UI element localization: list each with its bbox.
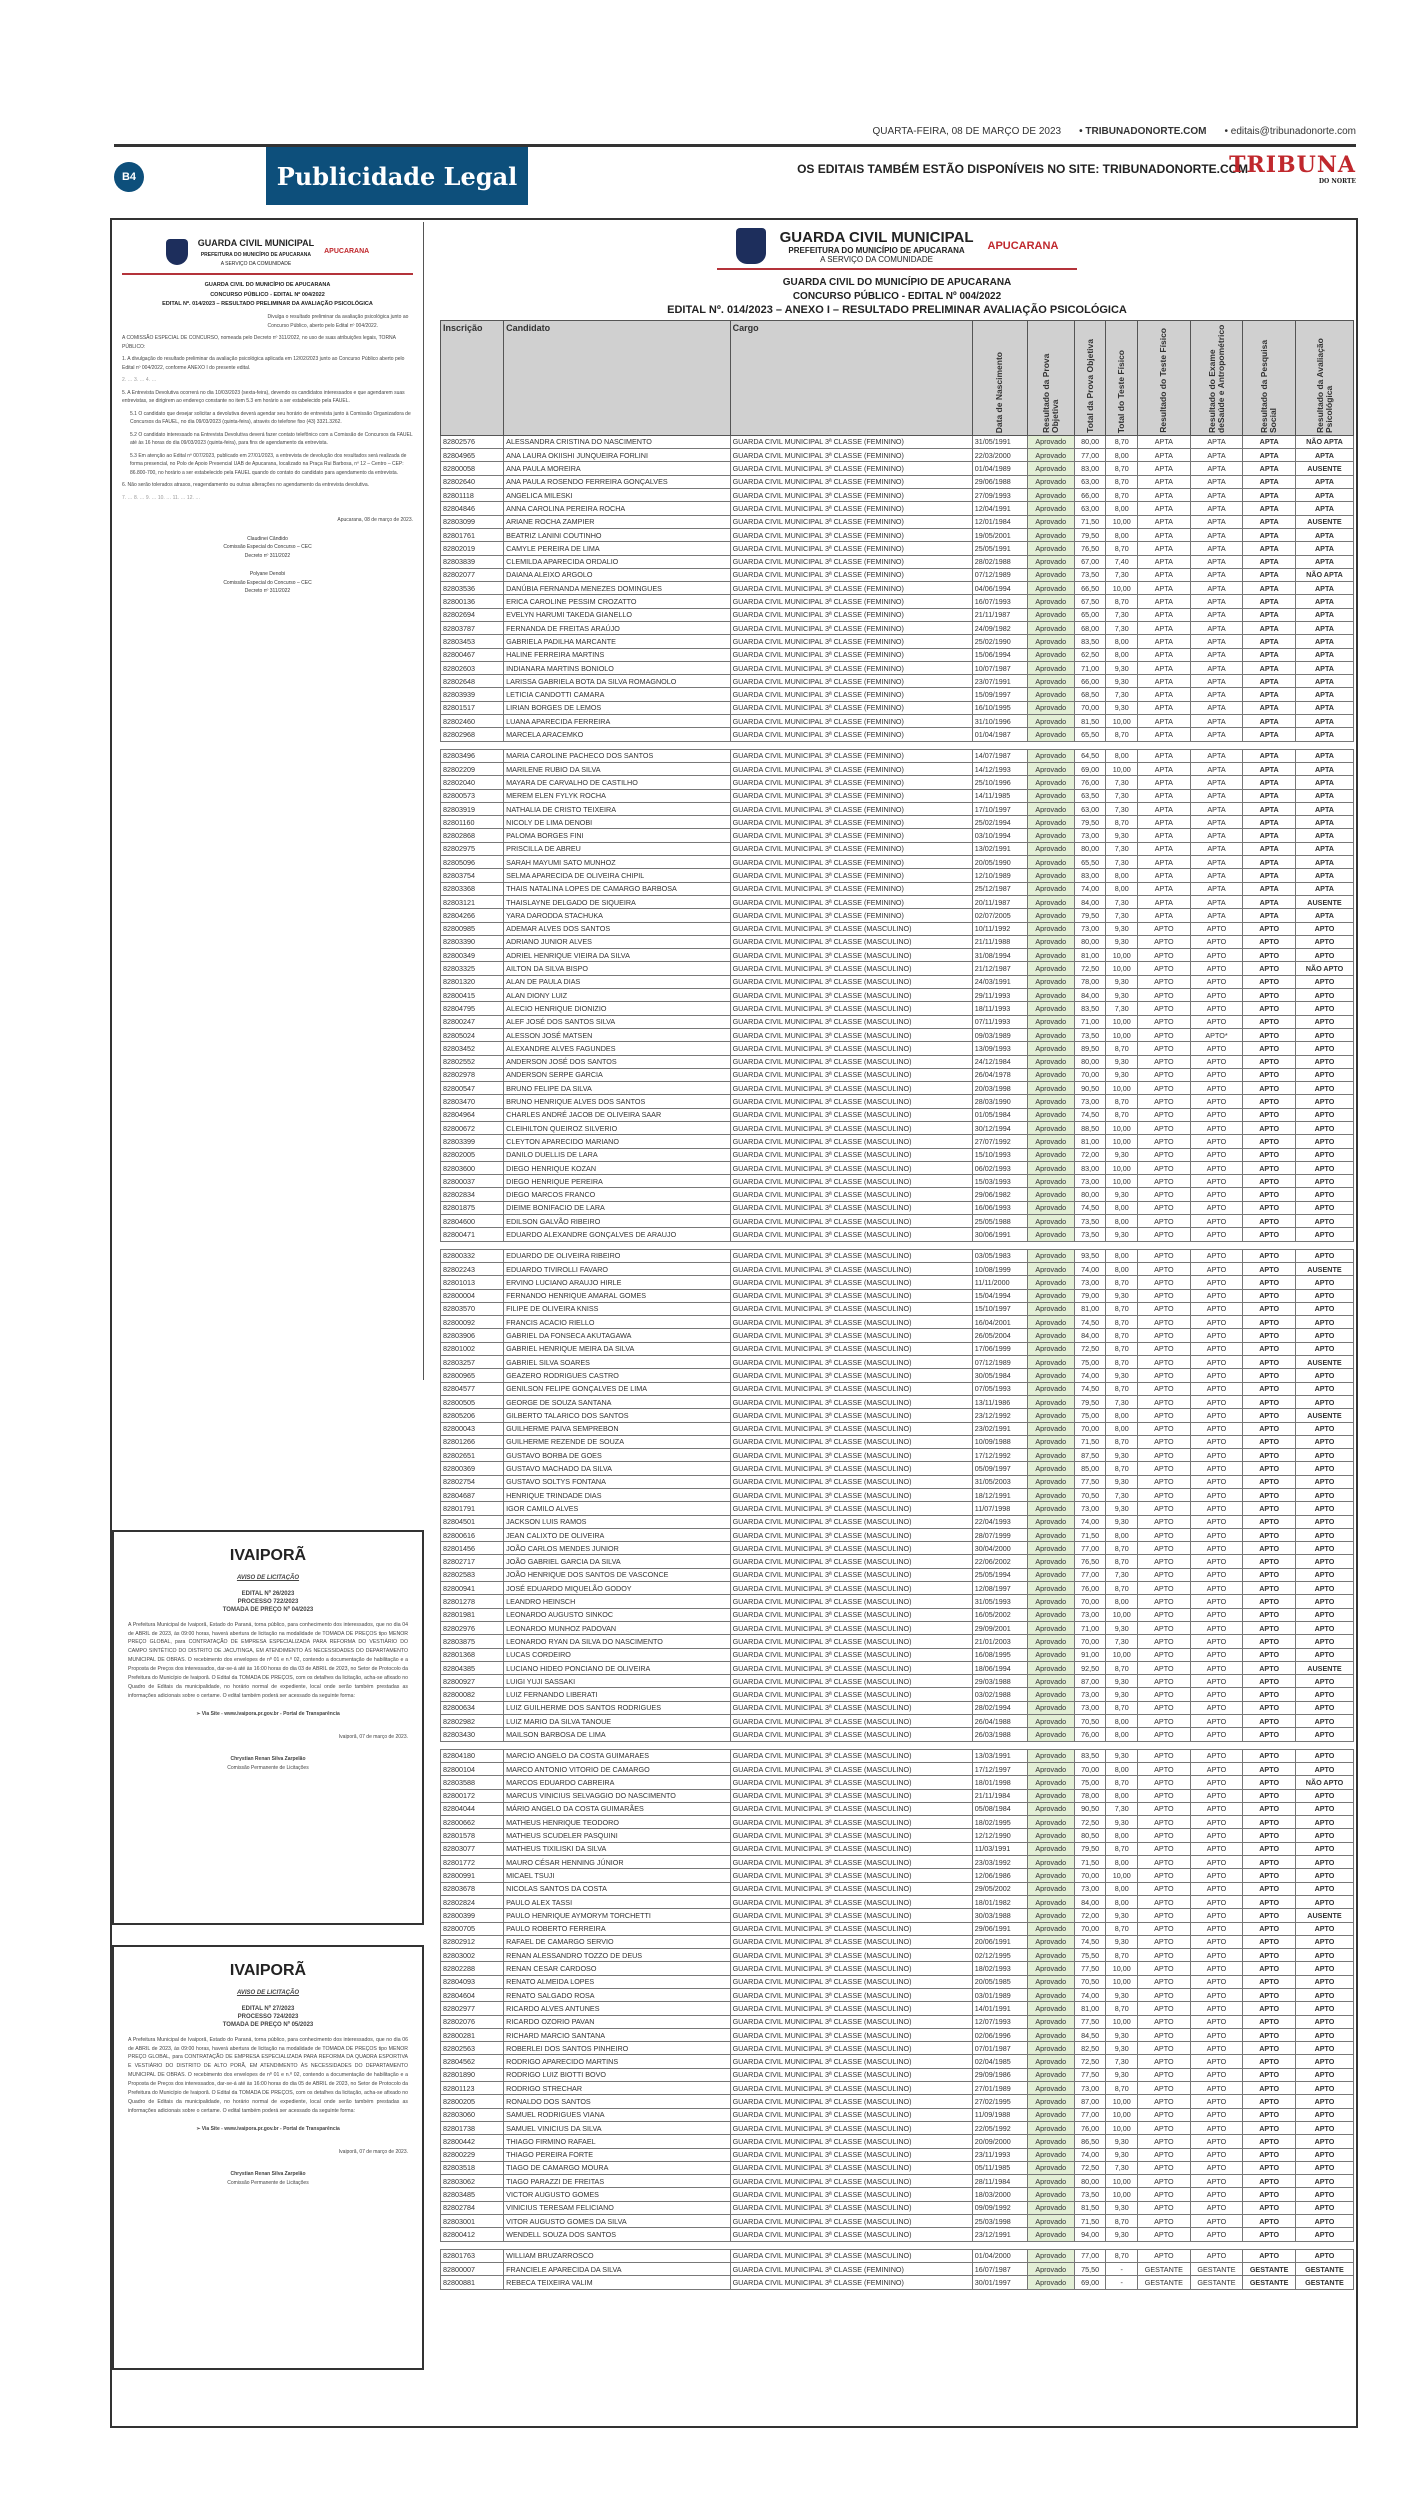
- table-row: 82802868 PALOMA BORGES FINI GUARDA CIVIL MUNICIPAL 3ª CLASSE (FEMININO) 03/10/1994 Aprovado 73,00 9,30 APTA APTA APTA APTA: [441, 829, 1354, 842]
- table-row: 82800004 FERNANDO HENRIQUE AMARAL GOMES GUARDA CIVIL MUNICIPAL 3ª CLASSE (MASCULINO) 15/04/1994 Aprovado 79,00 9,30 APTO APTO APTO APTO: [441, 1289, 1354, 1302]
- table-row: 82802977 RICARDO ALVES ANTUNES GUARDA CIVIL MUNICIPAL 3ª CLASSE (MASCULINO) 14/01/1991 Aprovado 81,00 8,70 APTO APTO APTO APTO: [441, 2002, 1354, 2015]
- column-header: Resultado da Pesquisa Social: [1243, 320, 1296, 435]
- column-header: Data de Nascimento: [972, 320, 1027, 435]
- table-row: 82801002 GABRIEL HENRIQUE MEIRA DA SILVA GUARDA CIVIL MUNICIPAL 3ª CLASSE (MASCULINO) 17/06/1999 Aprovado 72,50 8,70 APTO APTO APTO APTO: [441, 1342, 1354, 1355]
- table-row: 82803430 MAILSON BARBOSA DE LIMA GUARDA CIVIL MUNICIPAL 3ª CLASSE (MASCULINO) 26/03/1988 Aprovado 76,00 8,00 APTO APTO APTO APTO: [441, 1728, 1354, 1741]
- table-row: 82804577 GENILSON FELIPE GONÇALVES DE LIMA GUARDA CIVIL MUNICIPAL 3ª CLASSE (MASCULINO) 07/05/1993 Aprovado 74,50 8,70 APTO APTO APTO APTO: [441, 1382, 1354, 1395]
- table-row: 82801118 ANGELICA MILESKI GUARDA CIVIL MUNICIPAL 3ª CLASSE (FEMININO) 27/09/1993 Aprovado 66,00 8,70 APTA APTA APTA APTA: [441, 489, 1354, 502]
- table-row: 82801278 LEANDRO HEINSCH GUARDA CIVIL MUNICIPAL 3ª CLASSE (MASCULINO) 31/05/1993 Aprovado 70,00 8,00 APTO APTO APTO APTO: [441, 1595, 1354, 1608]
- table-row: 82802005 DANILO DUELLIS DE LARA GUARDA CIVIL MUNICIPAL 3ª CLASSE (MASCULINO) 15/10/1993 Aprovado 72,00 9,30 APTO APTO APTO APTO: [441, 1148, 1354, 1161]
- table-row: 82800672 CLEIHILTON QUEIROZ SILVERIO GUARDA CIVIL MUNICIPAL 3ª CLASSE (MASCULINO) 30/12/1994 Aprovado 88,50 10,00 APTO APTO APTO APTO: [441, 1121, 1354, 1134]
- table-row: 82802978 ANDERSON SERPE GARCIA GUARDA CIVIL MUNICIPAL 3ª CLASSE (MASCULINO) 26/04/1978 Aprovado 70,00 9,30 APTO APTO APTO APTO: [441, 1068, 1354, 1081]
- apucarana-logo: APUCARANA: [987, 240, 1059, 252]
- table-row: 82803453 GABRIELA PADILHA MARCANTE GUARDA CIVIL MUNICIPAL 3ª CLASSE (FEMININO) 25/02/1990 Aprovado 83,50 8,00 APTA APTA APTA APTA: [441, 635, 1354, 648]
- table-row: 82801791 IGOR CAMILO ALVES GUARDA CIVIL MUNICIPAL 3ª CLASSE (MASCULINO) 11/07/1998 Aprovado 73,00 9,30 APTO APTO APTO APTO: [441, 1502, 1354, 1515]
- table-row: 82803839 CLEMILDA APARECIDA ORDALIO GUARDA CIVIL MUNICIPAL 3ª CLASSE (FEMININO) 28/02/1988 Aprovado 67,00 7,40 APTA APTA APTA APTA: [441, 555, 1354, 568]
- table-row: 82800369 GUSTAVO MACHADO DA SILVA GUARDA CIVIL MUNICIPAL 3ª CLASSE (MASCULINO) 05/09/1997 Aprovado 85,00 8,70 APTO APTO APTO APTO: [441, 1462, 1354, 1475]
- table-row: 82801368 LUCAS CORDEIRO GUARDA CIVIL MUNICIPAL 3ª CLASSE (MASCULINO) 16/08/1995 Aprovado 91,00 10,00 APTO APTO APTO APTO: [441, 1648, 1354, 1661]
- table-row: 82803002 RENAN ALESSANDRO TOZZO DE DEUS GUARDA CIVIL MUNICIPAL 3ª CLASSE (MASCULINO) 02/12/1995 Aprovado 75,50 8,70 APTO APTO APTO APTO: [441, 1949, 1354, 1962]
- table-row: 82804795 ALECIO HENRIQUE DIONIZIO GUARDA CIVIL MUNICIPAL 3ª CLASSE (MASCULINO) 18/11/1993 Aprovado 83,50 7,30 APTO APTO APTO APTO: [441, 1002, 1354, 1015]
- apucarana-logo: APUCARANA: [324, 248, 370, 256]
- table-row: 82800229 THIAGO PEREIRA FORTE GUARDA CIVIL MUNICIPAL 3ª CLASSE (MASCULINO) 23/11/1993 Aprovado 74,00 9,30 APTO APTO APTO APTO: [441, 2148, 1354, 2161]
- table-row: 82801875 DIEIME BONIFACIO DE LARA GUARDA CIVIL MUNICIPAL 3ª CLASSE (MASCULINO) 16/06/1993 Aprovado 74,50 8,00 APTO APTO APTO APTO: [441, 1201, 1354, 1214]
- table-row: 82800281 RICHARD MARCIO SANTANA GUARDA CIVIL MUNICIPAL 3ª CLASSE (MASCULINO) 02/06/1996 Aprovado 84,50 9,30 APTO APTO APTO APTO: [441, 2028, 1354, 2041]
- table-row: 82800415 ALAN DIONY LUIZ GUARDA CIVIL MUNICIPAL 3ª CLASSE (MASCULINO) 29/11/1993 Aprovado 84,00 9,30 APTO APTO APTO APTO: [441, 989, 1354, 1002]
- table-row: 82802040 MAYARA DE CARVALHO DE CASTILHO GUARDA CIVIL MUNICIPAL 3ª CLASSE (FEMININO) 25/10/1996 Aprovado 76,00 7,30 APTA APTA APTA APTA: [441, 776, 1354, 789]
- table-row: 82800505 GEORGE DE SOUZA SANTANA GUARDA CIVIL MUNICIPAL 3ª CLASSE (MASCULINO) 13/11/1986 Aprovado 79,50 7,30 APTO APTO APTO APTO: [441, 1395, 1354, 1408]
- table-row: 82800007 FRANCIELE APARECIDA DA SILVA GUARDA CIVIL MUNICIPAL 3ª CLASSE (FEMININO) 16/07/1987 Aprovado 75,50 - GESTANTE GESTANTE GESTANTE GESTANTE: [441, 2262, 1354, 2275]
- table-row: 82804044 MÁRIO ANGELO DA COSTA GUIMARÃES GUARDA CIVIL MUNICIPAL 3ª CLASSE (MASCULINO) 05/08/1984 Aprovado 90,50 7,30 APTO APTO APTO APTO: [441, 1802, 1354, 1815]
- table-row: 82802648 LARISSA GABRIELA BOTA DA SILVA ROMAGNOLO GUARDA CIVIL MUNICIPAL 3ª CLASSE (FEMININO) 23/07/1991 Aprovado 66,00 9,30 APTA APTA APTA APTA: [441, 675, 1354, 688]
- heading: CONCURSO PÚBLICO - EDITAL Nº 004/2022: [210, 291, 325, 298]
- table-row: 82802651 GUSTAVO BORBA DE GOES GUARDA CIVIL MUNICIPAL 3ª CLASSE (MASCULINO) 17/12/1992 Aprovado 87,50 9,30 APTO APTO APTO APTO: [441, 1449, 1354, 1462]
- signature-block: Claudinei Cândido Comissão Especial do Concurso – CEC Decreto nº 311/2022: [223, 535, 312, 559]
- heading: EDITAL Nº. 014/2023 – RESULTADO PRELIMINAR DA AVALIAÇÃO PSICOLÓGICA: [162, 300, 373, 307]
- table-row: 82804385 LUCIANO HIDEO PONCIANO DE OLIVEIRA GUARDA CIVIL MUNICIPAL 3ª CLASSE (MASCULINO) 18/06/1994 Aprovado 92,50 8,70 APTO APTO APTO AUSENTE: [441, 1661, 1354, 1674]
- table-row: 82801763 WILLIAM BRUZARROSCO GUARDA CIVIL MUNICIPAL 3ª CLASSE (MASCULINO) 01/04/2000 Aprovado 77,00 8,70 APTO APTO APTO APTO: [441, 2249, 1354, 2262]
- ad-link[interactable]: ➢ Via Site - www.ivaipora.pr.gov.br - Portal de Transparência: [196, 2126, 340, 2133]
- table-row: 82803062 TIAGO PARAZZI DE FREITAS GUARDA CIVIL MUNICIPAL 3ª CLASSE (MASCULINO) 28/11/1984 Aprovado 80,00 10,00 APTO APTO APTO APTO: [441, 2175, 1354, 2188]
- shield-icon: [736, 228, 766, 264]
- table-row: 82804600 EDILSON GALVÃO RIBEIRO GUARDA CIVIL MUNICIPAL 3ª CLASSE (MASCULINO) 25/05/1988 Aprovado 73,50 8,00 APTO APTO APTO APTO: [441, 1215, 1354, 1228]
- results-annex: [440, 228, 1354, 2290]
- table-row: 82800927 LUIGI YUJI SASSAKI GUARDA CIVIL MUNICIPAL 3ª CLASSE (MASCULINO) 29/03/1988 Aprovado 87,00 9,30 APTO APTO APTO APTO: [441, 1675, 1354, 1688]
- ad-title: AVISO DE LICITAÇÃO: [236, 1575, 300, 1582]
- table-row: 82803906 GABRIEL DA FONSECA AKUTAGAWA GUARDA CIVIL MUNICIPAL 3ª CLASSE (MASCULINO) 26/05/2004 Aprovado 84,00 8,70 APTO APTO APTO APTO: [441, 1329, 1354, 1342]
- table-row: 82802576 ALESSANDRA CRISTINA DO NASCIMENTO GUARDA CIVIL MUNICIPAL 3ª CLASSE (FEMININO) 31/05/1991 Aprovado 80,00 8,70 APTA APTA APTA NÃO APTA: [441, 435, 1354, 448]
- table-row: 82802976 LEONARDO MUNHOZ PADOVAN GUARDA CIVIL MUNICIPAL 3ª CLASSE (MASCULINO) 29/09/2001 Aprovado 71,00 9,30 APTO APTO APTO APTO: [441, 1621, 1354, 1634]
- table-row: 82800136 ERICA CAROLINE PESSIM CROZATTO GUARDA CIVIL MUNICIPAL 3ª CLASSE (FEMININO) 16/07/1993 Aprovado 67,50 8,70 APTA APTA APTA APTA: [441, 595, 1354, 608]
- table-row: 82801456 JOÃO CARLOS MENDES JUNIOR GUARDA CIVIL MUNICIPAL 3ª CLASSE (MASCULINO) 30/04/2000 Aprovado 77,00 8,70 APTO APTO APTO APTO: [441, 1542, 1354, 1555]
- table-row: 82800705 PAULO ROBERTO FERREIRA GUARDA CIVIL MUNICIPAL 3ª CLASSE (MASCULINO) 29/06/1991 Aprovado 70,00 8,70 APTO APTO APTO APTO: [441, 1922, 1354, 1935]
- summary: Divulga o resultado preliminar da avaliação psicológica junto ao Concurso Público, aberto pelo Edital nº 004/2022.: [267, 314, 409, 329]
- table-row: 82803001 VITOR AUGUSTO GOMES DA SILVA GUARDA CIVIL MUNICIPAL 3ª CLASSE (MASCULINO) 25/03/1998 Aprovado 71,50 8,70 APTO APTO APTO APTO: [441, 2215, 1354, 2228]
- table-row: 82802603 INDIANARA MARTINS BONIOLO GUARDA CIVIL MUNICIPAL 3ª CLASSE (FEMININO) 10/07/1987 Aprovado 71,00 9,30 APTA APTA APTA APTA: [441, 661, 1354, 674]
- table-row: 82800941 JOSÉ EDUARDO MIQUELÃO GODOY GUARDA CIVIL MUNICIPAL 3ª CLASSE (MASCULINO) 12/08/1997 Aprovado 76,00 8,70 APTO APTO APTO APTO: [441, 1582, 1354, 1595]
- table-row: 82800043 GUILHERME PAIVA SEMPREBON GUARDA CIVIL MUNICIPAL 3ª CLASSE (MASCULINO) 23/02/1991 Aprovado 70,00 8,00 APTO APTO APTO APTO: [441, 1422, 1354, 1435]
- table-row: 82801266 GUILHERME REZENDE DE SOUZA GUARDA CIVIL MUNICIPAL 3ª CLASSE (MASCULINO) 10/09/1988 Aprovado 71,50 8,70 APTO APTO APTO APTO: [441, 1435, 1354, 1448]
- place-date: Apucarana, 08 de março de 2023.: [337, 517, 413, 524]
- table-row: 82800616 JEAN CALIXTO DE OLIVEIRA GUARDA CIVIL MUNICIPAL 3ª CLASSE (MASCULINO) 28/07/1999 Aprovado 71,50 8,00 APTO APTO APTO APTO: [441, 1528, 1354, 1541]
- table-row: 82802784 VINICIUS TERESAM FELICIANO GUARDA CIVIL MUNICIPAL 3ª CLASSE (MASCULINO) 09/09/1992 Aprovado 81,50 9,30 APTO APTO APTO APTO: [441, 2201, 1354, 2214]
- table-row: 82802982 LUIZ MARIO DA SILVA TANOUE GUARDA CIVIL MUNICIPAL 3ª CLASSE (MASCULINO) 26/04/1988 Aprovado 70,50 8,00 APTO APTO APTO APTO: [441, 1715, 1354, 1728]
- table-row: 82801578 MATHEUS SCUDELER PASQUINI GUARDA CIVIL MUNICIPAL 3ª CLASSE (MASCULINO) 12/12/1990 Aprovado 80,50 8,00 APTO APTO APTO APTO: [441, 1829, 1354, 1842]
- table-row: 82803257 GABRIEL SILVA SOARES GUARDA CIVIL MUNICIPAL 3ª CLASSE (MASCULINO) 07/12/1989 Aprovado 75,00 8,70 APTO APTO APTO AUSENTE: [441, 1356, 1354, 1369]
- ad-link[interactable]: ➢ Via Site - www.ivaipora.pr.gov.br - Portal de Transparência: [196, 1711, 340, 1718]
- table-row: 82804965 ANA LAURA OKIISHI JUNQUEIRA FORLINI GUARDA CIVIL MUNICIPAL 3ª CLASSE (FEMININO) 22/03/2000 Aprovado 77,00 8,00 APTA APTA APTA APTA: [441, 449, 1354, 462]
- table-row: 82804266 YARA DARODDA STACHUKA GUARDA CIVIL MUNICIPAL 3ª CLASSE (FEMININO) 02/07/2005 Aprovado 79,50 7,30 APTA APTA APTA APTA: [441, 909, 1354, 922]
- table-row: 82800349 ADRIEL HENRIQUE VIEIRA DA SILVA GUARDA CIVIL MUNICIPAL 3ª CLASSE (MASCULINO) 31/08/1994 Aprovado 81,00 10,00 APTO APTO APTO APTO: [441, 949, 1354, 962]
- table-row: 82803787 FERNANDA DE FREITAS ARAÚJO GUARDA CIVIL MUNICIPAL 3ª CLASSE (FEMININO) 24/09/1982 Aprovado 68,00 7,30 APTA APTA APTA APTA: [441, 622, 1354, 635]
- table-row: 82802824 PAULO ALEX TASSI GUARDA CIVIL MUNICIPAL 3ª CLASSE (MASCULINO) 18/01/1982 Aprovado 84,00 8,00 APTO APTO APTO APTO: [441, 1895, 1354, 1908]
- table-row: 82802583 JOÃO HENRIQUE DOS SANTOS DE VASCONCE GUARDA CIVIL MUNICIPAL 3ª CLASSE (MASCULINO) 25/05/1994 Aprovado 77,00 7,30 APTO APTO APTO APTO: [441, 1568, 1354, 1581]
- column-header: Inscrição: [441, 320, 504, 435]
- table-row: 82801772 MAURO CÉSAR HENNING JÚNIOR GUARDA CIVIL MUNICIPAL 3ª CLASSE (MASCULINO) 23/03/1992 Aprovado 71,50 8,00 APTO APTO APTO APTO: [441, 1856, 1354, 1869]
- table-row: 82803496 MARIA CAROLINE PACHECO DOS SANTOS GUARDA CIVIL MUNICIPAL 3ª CLASSE (FEMININO) 14/07/1987 Aprovado 64,50 8,00 APTA APTA APTA APTA: [441, 749, 1354, 762]
- table-row: 82800092 FRANCIS ACACIO RIELLO GUARDA CIVIL MUNICIPAL 3ª CLASSE (MASCULINO) 16/04/2001 Aprovado 74,50 8,70 APTO APTO APTO APTO: [441, 1316, 1354, 1329]
- column-header: Candidato: [504, 320, 730, 435]
- annex-header: GUARDA CIVIL MUNICIPAL PREFEITURA DO MUNICÍPIO DE APUCARANA A SERVIÇO DA COMUNIDADE APUCARANA: [717, 228, 1077, 270]
- table-row: 82803399 CLEYTON APARECIDO MARIANO GUARDA CIVIL MUNICIPAL 3ª CLASSE (MASCULINO) 27/07/1992 Aprovado 81,00 10,00 APTO APTO APTO APTO: [441, 1135, 1354, 1148]
- table-row: 82802640 ANA PAULA ROSENDO FERREIRA GONÇALVES GUARDA CIVIL MUNICIPAL 3ª CLASSE (FEMININO) 29/06/1988 Aprovado 63,00 8,70 APTA APTA APTA APTA: [441, 475, 1354, 488]
- intro: A COMISSÃO ESPECIAL DE CONCURSO, nomeada pelo Decreto nº 311/2022, no uso de suas atribuições legais, TORNA PÚBLICO:: [122, 335, 396, 350]
- table-row: 82802552 ANDERSON JOSÉ DOS SANTOS GUARDA CIVIL MUNICIPAL 3ª CLASSE (MASCULINO) 24/12/1984 Aprovado 80,00 9,30 APTO APTO APTO APTO: [441, 1055, 1354, 1068]
- table-row: 82804687 HENRIQUE TRINDADE DIAS GUARDA CIVIL MUNICIPAL 3ª CLASSE (MASCULINO) 18/12/1991 Aprovado 70,50 7,30 APTO APTO APTO APTO: [441, 1489, 1354, 1502]
- table-row: 82800172 MARCUS VINICIUS SELVAGGIO DO NASCIMENTO GUARDA CIVIL MUNICIPAL 3ª CLASSE (MASCULINO) 21/11/1984 Aprovado 78,00 8,00 APTO APTO APTO APTO: [441, 1789, 1354, 1802]
- table-row: 82801517 LIRIAN BORGES DE LEMOS GUARDA CIVIL MUNICIPAL 3ª CLASSE (FEMININO) 16/10/1995 Aprovado 70,00 9,30 APTA APTA APTA APTA: [441, 701, 1354, 714]
- table-row: 82800471 EDUARDO ALEXANDRE GONÇALVES DE ARAUJO GUARDA CIVIL MUNICIPAL 3ª CLASSE (MASCULINO) 30/06/1991 Aprovado 73,50 9,30 APTO APTO APTO APTO: [441, 1228, 1354, 1241]
- motto: A SERVIÇO DA COMUNIDADE: [220, 260, 292, 267]
- table-row: 82803875 LEONARDO RYAN DA SILVA DO NASCIMENTO GUARDA CIVIL MUNICIPAL 3ª CLASSE (MASCULINO) 21/01/2003 Aprovado 70,00 7,30 APTO APTO APTO APTO: [441, 1635, 1354, 1648]
- item: 5.1 O candidato que desejar solicitar a devolutiva deverá agendar seu horário de entrevista junto à Comissão Organizadora de Concursos da FAUEL, no dia 09/03/2023 (quinta-feira), através do telefone fixo (43) 3321.3262.: [130, 410, 411, 426]
- table-row: 82804562 RODRIGO APARECIDO MARTINS GUARDA CIVIL MUNICIPAL 3ª CLASSE (MASCULINO) 02/04/1985 Aprovado 72,50 7,30 APTO APTO APTO APTO: [441, 2055, 1354, 2068]
- table-row: 82801890 RODRIGO LUIZ BIOTTI BOVO GUARDA CIVIL MUNICIPAL 3ª CLASSE (MASCULINO) 29/09/1986 Aprovado 77,50 9,30 APTO APTO APTO APTO: [441, 2068, 1354, 2081]
- table-row: 82803077 MATHEUS TIXILISKI DA SILVA GUARDA CIVIL MUNICIPAL 3ª CLASSE (MASCULINO) 11/03/1991 Aprovado 79,50 8,70 APTO APTO APTO APTO: [441, 1842, 1354, 1855]
- table-row: 82800881 REBECA TEIXEIRA VALIM GUARDA CIVIL MUNICIPAL 3ª CLASSE (FEMININO) 30/01/1997 Aprovado 69,00 - GESTANTE GESTANTE GESTANTE GESTANTE: [441, 2276, 1354, 2289]
- table-row: 82802288 RENAN CESAR CARDOSO GUARDA CIVIL MUNICIPAL 3ª CLASSE (MASCULINO) 18/02/1993 Aprovado 77,50 10,00 APTO APTO APTO APTO: [441, 1962, 1354, 1975]
- ad-body: A Prefeitura Municipal de Ivaiporã, Estado do Paraná, torna público, para conhecimento dos interessados, que no dia 04 de ABRIL de 2023, às 09:00 horas, haverá abertura de licitação na modalidade de TOMADA DE PREÇOS tipo MENOR PREÇO GLOBAL, para CONTRATAÇÃO DE EMPRESA ESPECIALIZADA PARA REFORMA DO VESTIÁRIO DO CAMPO SINTÉTICO DO DISTRITO DE JACUTINGA, EM ATENDIMENTO ÀS NECESSIDADES DO DEPARTAMENTO MUNICIPAL DE OBRAS. O recebimento dos envelopes de nº 01 e n.º 02, contendo a documentação de habilitação e a Proposta de Preços dos interessados, dar-se-á até às 16:00 horas do dia 03 de ABRIL de 2023, no Setor de Protocolo da Prefeitura do Município de Ivaiporã. O Edital da TOMADA DE PREÇOS, com os detalhes da licitação, acha-se afixado no Quadro de Editais da municipalidade, no horário normal de expediente, local onde serão também prestadas as informações adicionais sobre o certame. O edital também poderá ser acessado da seguinte forma:: [128, 1621, 408, 1699]
- column-header: Total da Prova Objetiva: [1074, 320, 1106, 435]
- table-row: 82803678 NICOLAS SANTOS DA COSTA GUARDA CIVIL MUNICIPAL 3ª CLASSE (MASCULINO) 29/05/2002 Aprovado 73,00 8,00 APTO APTO APTO APTO: [441, 1882, 1354, 1895]
- table-row: 82800247 ALEF JOSÉ DOS SANTOS SILVA GUARDA CIVIL MUNICIPAL 3ª CLASSE (MASCULINO) 07/11/1993 Aprovado 71,00 10,00 APTO APTO APTO APTO: [441, 1015, 1354, 1028]
- table-row: 82804501 JACKSON LUIS RAMOS GUARDA CIVIL MUNICIPAL 3ª CLASSE (MASCULINO) 22/04/1993 Aprovado 74,00 9,30 APTO APTO APTO APTO: [441, 1515, 1354, 1528]
- table-row: 82803060 SAMUEL RODRIGUES VIANA GUARDA CIVIL MUNICIPAL 3ª CLASSE (MASCULINO) 11/09/1988 Aprovado 77,00 10,00 APTO APTO APTO APTO: [441, 2108, 1354, 2121]
- table-row: 82801123 RODRIGO STRECHAR GUARDA CIVIL MUNICIPAL 3ª CLASSE (MASCULINO) 27/01/1989 Aprovado 73,00 8,70 APTO APTO APTO APTO: [441, 2082, 1354, 2095]
- column-header: Resultado da Avaliação Psicológica: [1295, 320, 1353, 435]
- table-row: 82802968 MARCELA ARACEMKO GUARDA CIVIL MUNICIPAL 3ª CLASSE (FEMININO) 01/04/1987 Aprovado 65,50 8,70 APTA APTA APTA APTA: [441, 728, 1354, 741]
- table-row: 82800965 GEAZERO RODRIGUES CASTRO GUARDA CIVIL MUNICIPAL 3ª CLASSE (MASCULINO) 30/05/1984 Aprovado 74,00 9,30 APTO APTO APTO APTO: [441, 1369, 1354, 1382]
- table-row: 82804604 RENATO SALGADO ROSA GUARDA CIVIL MUNICIPAL 3ª CLASSE (MASCULINO) 03/01/1989 Aprovado 74,00 9,30 APTO APTO APTO APTO: [441, 1988, 1354, 2001]
- ivaipora-logo: IVAIPORÃ: [229, 1547, 307, 1564]
- column-header: Resultado da Prova Objetiva: [1027, 320, 1074, 435]
- table-row: 82803470 BRUNO HENRIQUE ALVES DOS SANTOS GUARDA CIVIL MUNICIPAL 3ª CLASSE (MASCULINO) 28/03/1990 Aprovado 73,00 8,70 APTO APTO APTO APTO: [441, 1095, 1354, 1108]
- site-note: OS EDITAIS TAMBÉM ESTÃO DISPONÍVEIS NO SITE: TRIBUNADONORTE.COM: [797, 162, 1248, 176]
- item: 6. Não serão tolerados atrasos, reagendamento ou outras alterações no agendamento da entrevista devolutiva.: [122, 482, 370, 489]
- table-row: 82803452 ALEXANDRE ALVES FAGUNDES GUARDA CIVIL MUNICIPAL 3ª CLASSE (MASCULINO) 13/09/1993 Aprovado 89,50 8,70 APTO APTO APTO APTO: [441, 1042, 1354, 1055]
- pref-name: PREFEITURA DO MUNICÍPIO DE APUCARANA: [200, 252, 312, 259]
- item: 5.3 Em atenção ao Edital nº 007/2023, publicado em 27/01/2023, a entrevista de devolução dos resultados será realizada de forma presencial, no Polo de Apoio Presencial UAB de Apucarana, localizado na Praça Rui Barbosa, nº 12 – Centro – CEP: 86.800-700, no horário a ser estabelecido pela FAUEL quando do contato do candidato para agendamento da entrevista.: [130, 452, 407, 476]
- table-row: 82800442 THIAGO FIRMINO RAFAEL GUARDA CIVIL MUNICIPAL 3ª CLASSE (MASCULINO) 20/09/2000 Aprovado 86,50 9,30 APTO APTO APTO APTO: [441, 2135, 1354, 2148]
- table-row: 82802694 EVELYN HARUMI TAKEDA GIANELLO GUARDA CIVIL MUNICIPAL 3ª CLASSE (FEMININO) 21/11/1987 Aprovado 65,00 7,30 APTA APTA APTA APTA: [441, 608, 1354, 621]
- table-row: 82803536 DANÚBIA FERNANDA MENEZES DOMINGUES GUARDA CIVIL MUNICIPAL 3ª CLASSE (FEMININO) 04/06/1994 Aprovado 66,50 10,00 APTA APTA APTA APTA: [441, 582, 1354, 595]
- table-row: 82805096 SARAH MAYUMI SATO MUNHOZ GUARDA CIVIL MUNICIPAL 3ª CLASSE (FEMININO) 20/05/1990 Aprovado 65,50 7,30 APTA APTA APTA APTA: [441, 856, 1354, 869]
- table-row: 82800205 RONALDO DOS SANTOS GUARDA CIVIL MUNICIPAL 3ª CLASSE (MASCULINO) 27/02/1995 Aprovado 87,00 10,00 APTO APTO APTO APTO: [441, 2095, 1354, 2108]
- column-header: Total do Teste Físico: [1106, 320, 1138, 435]
- table-row: 82800634 LUIZ GUILHERME DOS SANTOS RODRIGUES GUARDA CIVIL MUNICIPAL 3ª CLASSE (MASCULINO) 28/02/1994 Aprovado 73,00 8,70 APTO APTO APTO APTO: [441, 1701, 1354, 1714]
- table-row: 82802460 LUANA APARECIDA FERREIRA GUARDA CIVIL MUNICIPAL 3ª CLASSE (FEMININO) 31/10/1996 Aprovado 81,50 10,00 APTA APTA APTA APTA: [441, 715, 1354, 728]
- ivaipora-ad-2: IVAIPORÃ AVISO DE LICITAÇÃO EDITAL Nº 27/2023 PROCESSO 724/2023 TOMADA DE PREÇO Nº 05/2023 A Prefeitura Municipal de Ivaiporã, Estado do Paraná, torna público, para conhecimento dos interessados, que no dia 06 de ABRIL de 2023, às 09:00 horas, haverá abertura de licitação na modalidade de TOMADA DE PREÇOS tipo MENOR PREÇO GLOBAL, para CONTRATAÇÃO DE EMPRESA ESPECIALIZADA PARA REFORMA DA QUADRA ESPORTIVA E VESTIÁRIO DO DISTRITO DE ALTO PORÃ, EM ATENDIMENTO ÀS NECESSIDADES DO DEPARTAMENTO MUNICIPAL DE OBRAS. O recebimento dos envelopes de nº 01 e n.º 02, contendo a documentação de habilitação e a Proposta de Preços dos interessados, dar-se-á até às 16:00 horas do dia 05 de ABRIL de 2023, no Setor de Protocolo da Prefeitura do Município de Ivaiporã. O Edital da TOMADA DE PREÇOS, com os detalhes da licitação, acha-se afixado no Quadro de Editais da municipalidade, no horário normal de expediente, local onde serão também prestadas as informações adicionais sobre o certame. O edital também poderá ser acessado da seguinte forma: ➢ Via Site - www.ivaipora.pr.gov.br - Portal de Transparência Ivaiporã, 07 de março de 2023. Chrystian Renan Silva Zarpelão Comissão Permanente de Licitações: [112, 1945, 424, 2370]
- table-row: 82800547 BRUNO FELIPE DA SILVA GUARDA CIVIL MUNICIPAL 3ª CLASSE (MASCULINO) 20/03/1998 Aprovado 90,50 10,00 APTO APTO APTO APTO: [441, 1082, 1354, 1095]
- heading: GUARDA CIVIL DO MUNICÍPIO DE APUCARANA: [204, 282, 331, 289]
- table-row: 82803939 LETICIA CANDOTTI CAMARA GUARDA CIVIL MUNICIPAL 3ª CLASSE (FEMININO) 15/09/1997 Aprovado 68,50 7,30 APTA APTA APTA APTA: [441, 688, 1354, 701]
- table-row: 82801013 ERVINO LUCIANO ARAUJO HIRLE GUARDA CIVIL MUNICIPAL 3ª CLASSE (MASCULINO) 11/11/2000 Aprovado 73,00 8,70 APTO APTO APTO APTO: [441, 1276, 1354, 1289]
- masthead-topline: [873, 126, 1356, 137]
- table-row: 82800104 MARCO ANTONIO VITORIO DE CAMARGO GUARDA CIVIL MUNICIPAL 3ª CLASSE (MASCULINO) 17/12/1997 Aprovado 70,00 8,00 APTO APTO APTO APTO: [441, 1762, 1354, 1775]
- table-row: 82805206 GILBERTO TALARICO DOS SANTOS GUARDA CIVIL MUNICIPAL 3ª CLASSE (MASCULINO) 23/12/1992 Aprovado 75,00 8,00 APTO APTO APTO AUSENTE: [441, 1409, 1354, 1422]
- table-row: 82804964 CHARLES ANDRÉ JACOB DE OLIVEIRA SAAR GUARDA CIVIL MUNICIPAL 3ª CLASSE (MASCULINO) 01/05/1984 Aprovado 74,50 8,70 APTO APTO APTO APTO: [441, 1108, 1354, 1121]
- table-row: 82800037 DIEGO HENRIQUE PEREIRA GUARDA CIVIL MUNICIPAL 3ª CLASSE (MASCULINO) 15/03/1993 Aprovado 73,00 10,00 APTO APTO APTO APTO: [441, 1175, 1354, 1188]
- table-row: 82801981 LEONARDO AUGUSTO SINKOC GUARDA CIVIL MUNICIPAL 3ª CLASSE (MASCULINO) 16/05/2002 Aprovado 73,00 10,00 APTO APTO APTO APTO: [441, 1608, 1354, 1621]
- table-row: 82803754 SELMA APARECIDA DE OLIVEIRA CHIPIL GUARDA CIVIL MUNICIPAL 3ª CLASSE (FEMININO) 12/10/1989 Aprovado 83,00 8,00 APTA APTA APTA APTA: [441, 869, 1354, 882]
- table-row: 82802209 MARILENE RUBIO DA SILVA GUARDA CIVIL MUNICIPAL 3ª CLASSE (FEMININO) 14/12/1993 Aprovado 69,00 10,00 APTA APTA APTA APTA: [441, 762, 1354, 775]
- ivaipora-logo: IVAIPORÃ: [229, 1962, 307, 1979]
- table-row: 82802019 CAMYLE PEREIRA DE LIMA GUARDA CIVIL MUNICIPAL 3ª CLASSE (FEMININO) 25/05/1991 Aprovado 76,50 8,70 APTA APTA APTA APTA: [441, 542, 1354, 555]
- column-header: Resultado do Teste Físico: [1138, 320, 1191, 435]
- column-header: Cargo: [730, 320, 972, 435]
- table-row: 82800399 PAULO HENRIQUE AYMORYM TORCHETTI GUARDA CIVIL MUNICIPAL 3ª CLASSE (MASCULINO) 30/03/1988 Aprovado 72,00 9,30 APTO APTO APTO AUSENTE: [441, 1909, 1354, 1922]
- table-row: 82803919 NATHALIA DE CRISTO TEIXEIRA GUARDA CIVIL MUNICIPAL 3ª CLASSE (FEMININO) 17/10/1997 Aprovado 63,00 7,30 APTA APTA APTA APTA: [441, 802, 1354, 815]
- site-link[interactable]: • TRIBUNADONORTE.COM: [1079, 126, 1207, 137]
- table-row: 82800573 MEREM ELEN FYLYK ROCHA GUARDA CIVIL MUNICIPAL 3ª CLASSE (FEMININO) 14/11/1985 Aprovado 63,50 7,30 APTA APTA APTA APTA: [441, 789, 1354, 802]
- table-row: 82802243 EDUARDO TIVIROLLI FAVARO GUARDA CIVIL MUNICIPAL 3ª CLASSE (MASCULINO) 10/08/1999 Aprovado 74,00 8,00 APTO APTO APTO AUSENTE: [441, 1262, 1354, 1275]
- table-row: 82803325 AILTON DA SILVA BISPO GUARDA CIVIL MUNICIPAL 3ª CLASSE (MASCULINO) 21/12/1987 Aprovado 72,50 10,00 APTO APTO APTO NÃO APTO: [441, 962, 1354, 975]
- table-row: 82800412 WENDELL SOUZA DOS SANTOS GUARDA CIVIL MUNICIPAL 3ª CLASSE (MASCULINO) 23/12/1991 Aprovado 94,00 9,30 APTO APTO APTO APTO: [441, 2228, 1354, 2241]
- table-row: 82804093 RENATO ALMEIDA LOPES GUARDA CIVIL MUNICIPAL 3ª CLASSE (MASCULINO) 20/05/1985 Aprovado 70,50 10,00 APTO APTO APTO APTO: [441, 1975, 1354, 1988]
- shield-icon: [166, 239, 188, 265]
- item: 5.2 O candidato interessado na Entrevista Devolutiva deverá fazer contato telefônico com a Comissão de Concursos da FAUEL até às 16 horas do dia 09/03/2023 (quinta-feira), para fins de agendamento da entrevista.: [130, 431, 413, 447]
- table-row: 82803518 TIAGO DE CAMARGO MOURA GUARDA CIVIL MUNICIPAL 3ª CLASSE (MASCULINO) 05/11/1985 Aprovado 72,50 7,30 APTO APTO APTO APTO: [441, 2161, 1354, 2174]
- table-row: 82805024 ALESSON JOSÉ MATSEN GUARDA CIVIL MUNICIPAL 3ª CLASSE (MASCULINO) 09/03/1989 Aprovado 73,50 10,00 APTO APTO* APTO APTO: [441, 1028, 1354, 1041]
- table-row: 82802717 JOÃO GABRIEL GARCIA DA SILVA GUARDA CIVIL MUNICIPAL 3ª CLASSE (MASCULINO) 22/06/2002 Aprovado 76,50 8,70 APTO APTO APTO APTO: [441, 1555, 1354, 1568]
- table-row: 82801738 SAMUEL VINICIUS DA SILVA GUARDA CIVIL MUNICIPAL 3ª CLASSE (MASCULINO) 22/05/1992 Aprovado 76,00 10,00 APTO APTO APTO APTO: [441, 2121, 1354, 2134]
- annex-titles: GUARDA CIVIL DO MUNICÍPIO DE APUCARANA CONCURSO PÚBLICO - EDITAL Nº 004/2022 EDITAL Nº. 014/2023 – ANEXO I – RESULTADO PRELIMINAR AVALIAÇÃO PSICOLÓGICA: [667, 277, 1127, 316]
- table-row: 82800058 ANA PAULA MOREIRA GUARDA CIVIL MUNICIPAL 3ª CLASSE (FEMININO) 01/04/1989 Aprovado 83,00 8,70 APTA APTA APTA AUSENTE: [441, 462, 1354, 475]
- table-row: 82800332 EDUARDO DE OLIVEIRA RIBEIRO GUARDA CIVIL MUNICIPAL 3ª CLASSE (MASCULINO) 03/05/1983 Aprovado 93,50 8,00 APTO APTO APTO APTO: [441, 1249, 1354, 1262]
- results-table: [440, 320, 1354, 2290]
- table-row: 82802076 RICARDO OZORIO PAVAN GUARDA CIVIL MUNICIPAL 3ª CLASSE (MASCULINO) 12/07/1993 Aprovado 77,50 10,00 APTO APTO APTO APTO: [441, 2015, 1354, 2028]
- table-row: 82803368 THAIS NATALINA LOPES DE CAMARGO BARBOSA GUARDA CIVIL MUNICIPAL 3ª CLASSE (FEMININO) 25/12/1987 Aprovado 74,00 8,00 APTA APTA APTA APTA: [441, 882, 1354, 895]
- table-row: 82802834 DIEGO MARCOS FRANCO GUARDA CIVIL MUNICIPAL 3ª CLASSE (MASCULINO) 29/06/1982 Aprovado 80,00 9,30 APTO APTO APTO APTO: [441, 1188, 1354, 1201]
- table-row: 82802077 DAIANA ALEIXO ARGOLO GUARDA CIVIL MUNICIPAL 3ª CLASSE (FEMININO) 07/12/1989 Aprovado 73,50 7,30 APTA APTA APTA NÃO APTA: [441, 568, 1354, 581]
- edital-header: [122, 236, 413, 275]
- ad-body: A Prefeitura Municipal de Ivaiporã, Estado do Paraná, torna público, para conhecimento dos interessados, que no dia 06 de ABRIL de 2023, às 09:00 horas, haverá abertura de licitação na modalidade de TOMADA DE PREÇOS tipo MENOR PREÇO GLOBAL, para CONTRATAÇÃO DE EMPRESA ESPECIALIZADA PARA REFORMA DA QUADRA ESPORTIVA E VESTIÁRIO DO DISTRITO DE ALTO PORÃ, EM ATENDIMENTO ÀS NECESSIDADES DO DEPARTAMENTO MUNICIPAL DE OBRAS. O recebimento dos envelopes de nº 01 e n.º 02, contendo a documentação de habilitação e a Proposta de Preços dos interessados, dar-se-á até às 16:00 horas do dia 05 de ABRIL de 2023, no Setor de Protocolo da Prefeitura do Município de Ivaiporã. O Edital da TOMADA DE PREÇOS, com os detalhes da licitação, acha-se afixado no Quadro de Editais da municipalidade, no horário normal de expediente, local onde serão também prestadas as informações adicionais sobre o certame. O edital também poderá ser acessado da seguinte forma:: [128, 2036, 408, 2114]
- table-row: 82803121 THAISLAYNE DELGADO DE SIQUEIRA GUARDA CIVIL MUNICIPAL 3ª CLASSE (FEMININO) 20/11/1987 Aprovado 84,00 7,30 APTA APTA APTA AUSENTE: [441, 895, 1354, 908]
- table-row: 82804846 ANNA CAROLINA PEREIRA ROCHA GUARDA CIVIL MUNICIPAL 3ª CLASSE (FEMININO) 12/04/1991 Aprovado 63,00 8,00 APTA APTA APTA APTA: [441, 502, 1354, 515]
- ivaipora-ad-1: IVAIPORÃ AVISO DE LICITAÇÃO EDITAL Nº 26/2023 PROCESSO 722/2023 TOMADA DE PREÇO Nº 04/2023 A Prefeitura Municipal de Ivaiporã, Estado do Paraná, torna público, para conhecimento dos interessados, que no dia 04 de ABRIL de 2023, às 09:00 horas, haverá abertura de licitação na modalidade de TOMADA DE PREÇOS tipo MENOR PREÇO GLOBAL, para CONTRATAÇÃO DE EMPRESA ESPECIALIZADA PARA REFORMA DO VESTIÁRIO DO CAMPO SINTÉTICO DO DISTRITO DE JACUTINGA, EM ATENDIMENTO ÀS NECESSIDADES DO DEPARTAMENTO MUNICIPAL DE OBRAS. O recebimento dos envelopes de nº 01 e n.º 02, contendo a documentação de habilitação e a Proposta de Preços dos interessados, dar-se-á até às 16:00 horas do dia 03 de ABRIL de 2023, no Setor de Protocolo da Prefeitura do Município de Ivaiporã. O Edital da TOMADA DE PREÇOS, com os detalhes da licitação, acha-se afixado no Quadro de Editais da municipalidade, no horário normal de expediente, local onde serão também prestadas as informações adicionais sobre o certame. O edital também poderá ser acessado da seguinte forma: ➢ Via Site - www.ivaipora.pr.gov.br - Portal de Transparência Ivaiporã, 07 de março de 2023. Chrystian Renan Silva Zarpelão Comissão Permanente de Licitações: [112, 1530, 424, 1925]
- item: 5. A Entrevista Devolutiva ocorrerá no dia 10/03/2023 (sexta-feira), devendo os candidatos interessados e que agendarem suas entrevistas, se dirigirem ao endereço constante no item 5.3 em horário a ser estabelecido pela FAUEL.: [122, 389, 405, 405]
- left-edital: GUARDA CIVIL MUNICIPAL PREFEITURA DO MUNICÍPIO DE APUCARANA A SERVIÇO DA COMUNIDADE APUCARANA GUARDA CIVIL DO MUNICÍPIO DE APUCARANA CONCURSO PÚBLICO - EDITAL Nº 004/2022 EDITAL Nº. 014/2023 – RESULTADO PRELIMINAR DA AVALIAÇÃO PSICOLÓGICA Divulga o resultado preliminar da avaliação psicológica junto ao Concurso Público, aberto pelo Edital nº 004/2022. A COMISSÃO ESPECIAL DE CONCURSO, nomeada pelo Decreto nº 311/2022, no uso de suas atribuições legais, TORNA PÚBLICO: 1. A divulgação do resultado preliminar da avaliação psicológica aplicada em 12/02/2023 junto ao Concurso Público aberto pelo Edital nº 004/2022, conforme ANEXO I do presente edital. 2. … 3. … 4. … 5. A Entrevista Devolutiva ocorrerá no dia 10/03/2023 (sexta-feira), devendo os candidatos interessados e que agendarem suas entrevistas, se dirigirem ao endereço constante no item 5.3 em horário a ser estabelecido pela FAUEL. 5.1 O candidato que desejar solicitar a devolutiva deverá agendar seu horário de entrevista junto à Comissão Organizadora de Concursos da FAUEL, no dia 09/03/2023 (quinta-feira), através do telefone fixo (43) 3321.3262. 5.2 O candidato interessado na Entrevista Devolutiva deverá fazer contato telefônico com a Comissão de Concursos da FAUEL até às 16 horas do dia 09/03/2023 (quinta-feira), para fins de agendamento da entrevista. 5.3 Em atenção ao Edital nº 007/2023, publicado em 27/01/2023, a entrevista de devolução dos resultados será realizada de forma presencial, no Polo de Apoio Presencial UAB de Apucarana, localizado na Praça Rui Barbosa, nº 12 – Centro – CEP: 86.800-700, no horário a ser estabelecido pela FAUEL quando do contato do candidato para agendamento da entrevista. 6. Não serão tolerados atrasos, reagendamento ou outras alterações no agendamento da entrevista devolutiva. 7. … 8. … 9. … 10. … 11. … 12. … Apucarana, 08 de março de 2023. Claudinei Cândido Comissão Especial do Concurso – CEC Decreto nº 311/2022 Polyane Denobi Comissão Especial do Concurso – CEC Decreto nº 311/2022: [112, 222, 424, 1380]
- table-row: 82801160 NICOLY DE LIMA DENOBI GUARDA CIVIL MUNICIPAL 3ª CLASSE (FEMININO) 25/02/1994 Aprovado 79,50 8,70 APTA APTA APTA APTA: [441, 816, 1354, 829]
- column-header: Resultado do Exame deSaúde e Antropométrico: [1190, 320, 1243, 435]
- table-row: 82803600 DIEGO HENRIQUE KOZAN GUARDA CIVIL MUNICIPAL 3ª CLASSE (MASCULINO) 06/02/1993 Aprovado 83,00 10,00 APTO APTO APTO APTO: [441, 1161, 1354, 1174]
- table-row: 82803099 ARIANE ROCHA ZAMPIER GUARDA CIVIL MUNICIPAL 3ª CLASSE (FEMININO) 12/01/1984 Aprovado 71,50 10,00 APTA APTA APTA AUSENTE: [441, 515, 1354, 528]
- email-link[interactable]: • editais@tribunadonorte.com: [1224, 126, 1356, 137]
- table-row: 82802754 GUSTAVO SOLTYS FONTANA GUARDA CIVIL MUNICIPAL 3ª CLASSE (MASCULINO) 31/05/2003 Aprovado 77,50 9,30 APTO APTO APTO APTO: [441, 1475, 1354, 1488]
- issue-date: QUARTA-FEIRA, 08 DE MARÇO DE 2023: [872, 126, 1062, 137]
- table-row: 82803485 VICTOR AUGUSTO GOMES GUARDA CIVIL MUNICIPAL 3ª CLASSE (MASCULINO) 18/03/2000 Aprovado 73,50 10,00 APTO APTO APTO APTO: [441, 2188, 1354, 2201]
- signature-block: Polyane Denobi Comissão Especial do Concurso – CEC Decreto nº 311/2022: [223, 571, 312, 595]
- table-row: 82804180 MARCIO ANGELO DA COSTA GUIMARAES GUARDA CIVIL MUNICIPAL 3ª CLASSE (MASCULINO) 13/03/1991 Aprovado 83,50 9,30 APTO APTO APTO APTO: [441, 1749, 1354, 1762]
- table-row: 82800991 MICAEL TSUJI GUARDA CIVIL MUNICIPAL 3ª CLASSE (MASCULINO) 12/06/1986 Aprovado 70,00 10,00 APTO APTO APTO APTO: [441, 1869, 1354, 1882]
- table-row: 82801320 ALAN DE PAULA DIAS GUARDA CIVIL MUNICIPAL 3ª CLASSE (MASCULINO) 24/03/1991 Aprovado 78,00 9,30 APTO APTO APTO APTO: [441, 975, 1354, 988]
- table-row: 82800082 LUIZ FERNANDO LIBERATI GUARDA CIVIL MUNICIPAL 3ª CLASSE (MASCULINO) 03/02/1988 Aprovado 73,00 9,30 APTO APTO APTO APTO: [441, 1688, 1354, 1701]
- table-row: 82802975 PRISCILLA DE ABREU GUARDA CIVIL MUNICIPAL 3ª CLASSE (FEMININO) 13/02/1991 Aprovado 80,00 7,30 APTA APTA APTA APTA: [441, 842, 1354, 855]
- table-row: 82800662 MATHEUS HENRIQUE TEODORO GUARDA CIVIL MUNICIPAL 3ª CLASSE (MASCULINO) 18/02/1995 Aprovado 72,50 9,30 APTO APTO APTO APTO: [441, 1816, 1354, 1829]
- table-row: 82801761 BEATRIZ LANINI COUTINHO GUARDA CIVIL MUNICIPAL 3ª CLASSE (FEMININO) 19/05/2001 Aprovado 79,50 8,00 APTA APTA APTA APTA: [441, 528, 1354, 541]
- org-name: GUARDA CIVIL MUNICIPAL: [197, 238, 315, 248]
- table-row: 82803588 MARCOS EDUARDO CABREIRA GUARDA CIVIL MUNICIPAL 3ª CLASSE (MASCULINO) 18/01/1998 Aprovado 75,00 8,70 APTO APTO APTO NÃO APTO: [441, 1776, 1354, 1789]
- ad-title: AVISO DE LICITAÇÃO: [236, 1990, 300, 1997]
- section-title: Publicidade Legal: [266, 147, 528, 205]
- item: 1. A divulgação do resultado preliminar da avaliação psicológica aplicada em 12/02/2023 junto ao Concurso Público aberto pelo Edital nº 004/2022, conforme ANEXO I do presente edital.: [122, 356, 405, 371]
- brand-logo: TRIBUNA DO NORTE: [1229, 152, 1356, 185]
- table-row: 82800985 ADEMAR ALVES DOS SANTOS GUARDA CIVIL MUNICIPAL 3ª CLASSE (MASCULINO) 10/11/1992 Aprovado 73,00 9,30 APTO APTO APTO APTO: [441, 922, 1354, 935]
- table-row: 82802912 RAFAEL DE CAMARGO SERVIO GUARDA CIVIL MUNICIPAL 3ª CLASSE (MASCULINO) 20/06/1991 Aprovado 74,50 9,30 APTO APTO APTO APTO: [441, 1935, 1354, 1948]
- table-row: 82803390 ADRIANO JUNIOR ALVES GUARDA CIVIL MUNICIPAL 3ª CLASSE (MASCULINO) 21/11/1988 Aprovado 80,00 9,30 APTO APTO APTO APTO: [441, 935, 1354, 948]
- table-row: 82803570 FILIPE DE OLIVEIRA KNISS GUARDA CIVIL MUNICIPAL 3ª CLASSE (MASCULINO) 15/10/1997 Aprovado 81,00 8,70 APTO APTO APTO APTO: [441, 1302, 1354, 1315]
- page-badge: B4: [114, 162, 144, 192]
- table-row: 82800467 HALINE FERREIRA MARTINS GUARDA CIVIL MUNICIPAL 3ª CLASSE (FEMININO) 15/06/1994 Aprovado 62,50 8,00 APTA APTA APTA APTA: [441, 648, 1354, 661]
- table-row: 82802563 ROBERLEI DOS SANTOS PINHEIRO GUARDA CIVIL MUNICIPAL 3ª CLASSE (MASCULINO) 07/01/1987 Aprovado 82,50 9,30 APTO APTO APTO APTO: [441, 2042, 1354, 2055]
